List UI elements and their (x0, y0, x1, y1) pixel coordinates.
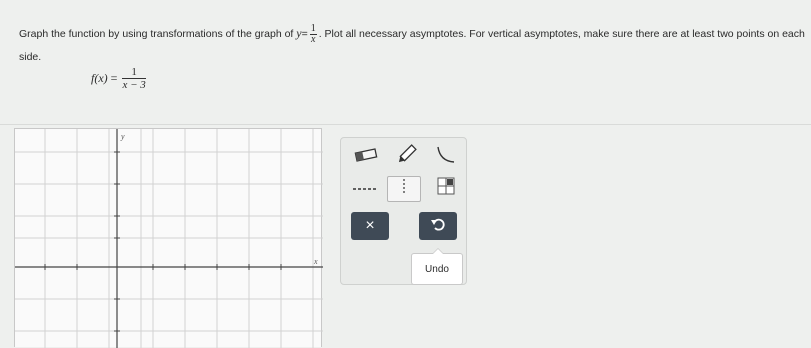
pencil-icon (395, 144, 417, 171)
graph-canvas[interactable] (15, 129, 323, 348)
fraction-tool[interactable] (429, 176, 463, 200)
question-equals: = (301, 28, 308, 40)
dashed-line-tool[interactable] (347, 178, 383, 198)
undo-icon (430, 216, 446, 237)
function-equals: = (110, 71, 118, 85)
y-axis-label: y (121, 132, 125, 141)
curve-tool[interactable] (429, 144, 463, 170)
undo-button[interactable] (419, 212, 457, 240)
base-fraction-numerator: 1 (310, 22, 316, 34)
undo-tooltip (411, 253, 463, 285)
base-fraction-denominator: x (310, 33, 316, 45)
function-name: f (91, 71, 95, 85)
undo-tooltip-label: Undo (425, 263, 449, 275)
question-text-after: . Plot all necessary asymptotes. For vertical asymptotes, make sure there are at least two points on each side. (19, 28, 805, 63)
vertical-asymptote-tool[interactable] (387, 176, 421, 202)
section-divider (0, 124, 811, 125)
x-axis-label: x (314, 257, 318, 266)
eraser-icon (354, 148, 378, 167)
base-function-fraction (310, 24, 317, 45)
vertical-asymptote-icon (401, 178, 407, 201)
eraser-tool[interactable] (349, 146, 383, 168)
function-paren-open: ( (94, 71, 99, 85)
pencil-tool[interactable] (389, 144, 423, 170)
function-numerator: 1 (122, 66, 145, 79)
function-denominator: x − 3 (122, 79, 146, 91)
curve-icon (435, 145, 457, 170)
function-variable: x (98, 71, 104, 85)
function-fraction (122, 66, 145, 91)
graphing-area[interactable] (14, 128, 322, 347)
function-paren-close: ) (103, 71, 108, 85)
question-text (19, 22, 809, 69)
function-definition (91, 66, 148, 91)
clear-label: × (365, 217, 375, 234)
dashed-line-icon (352, 179, 378, 197)
clear-button[interactable] (351, 212, 389, 240)
question-lhs: y (296, 26, 302, 40)
question-text-before: Graph the function by using transformations of the graph of (19, 28, 297, 40)
fraction-icon (437, 177, 455, 200)
